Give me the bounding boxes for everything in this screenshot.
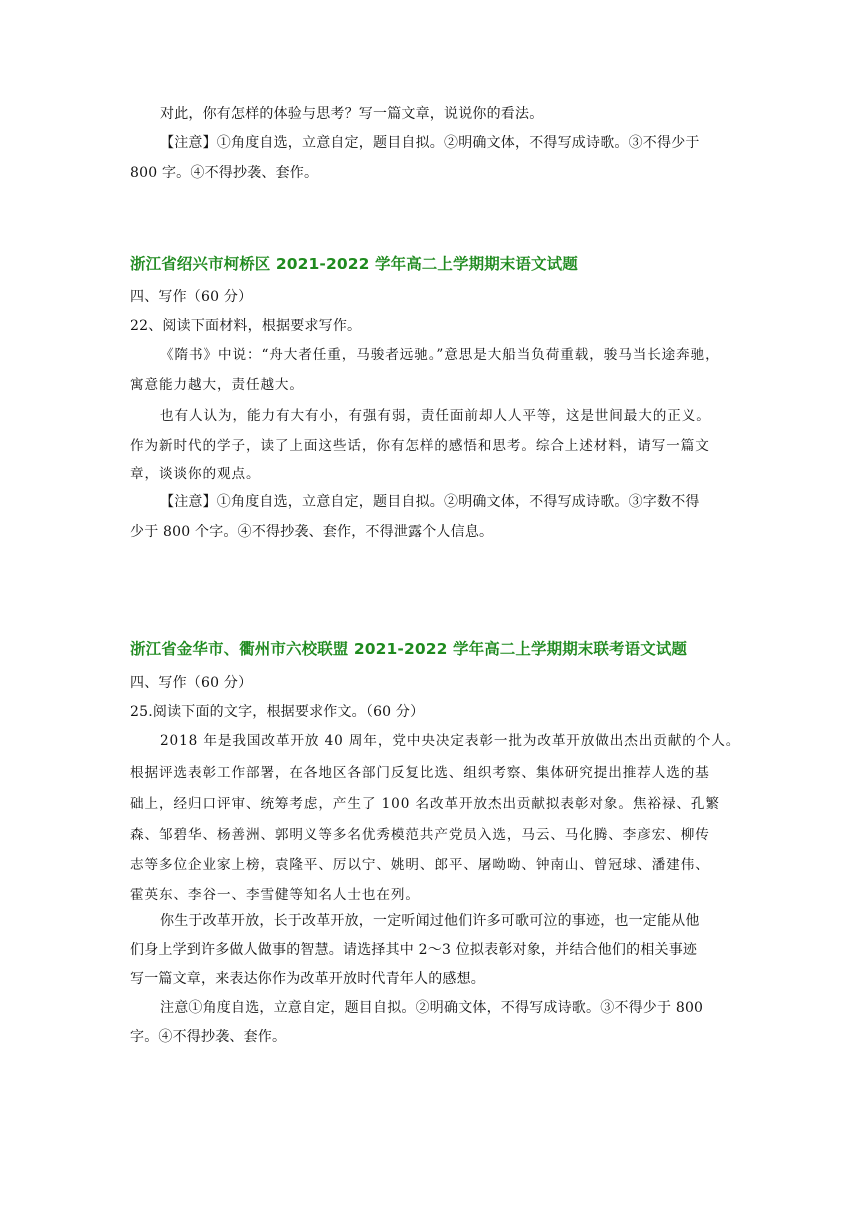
material-line: 寓意能力越大，责任越大。	[130, 377, 304, 393]
material-line: 《隋书》中说：“舟大者任重，马骏者远驰。”意思是大船当负荷重载，骏马当长途奔驰，	[160, 347, 720, 363]
exam-title: 浙江省绍兴市柯桥区 2021-2022 学年高二上学期期末语文试题	[130, 255, 578, 273]
notes-line: 【注意】①角度自选，立意自定，题目自拟。②明确文体，不得写成诗歌。③字数不得	[160, 494, 700, 510]
material-line: 也有人认为，能力有大有小，有强有弱，责任面前却人人平等，这是世间最大的正义。	[160, 408, 711, 424]
section-heading: 四、写作（60 分）	[130, 289, 253, 305]
material-line: 志等多位企业家上榜，袁隆平、厉以宁、姚明、郎平、屠呦呦、钟南山、曾冠球、潘建伟、	[130, 857, 710, 873]
material-line: 础上，经归口评审、统筹考虑，产生了 100 名改革开放杰出贡献拟表彰对象。焦裕禄、孔繁	[130, 796, 720, 812]
notes-line: 少于 800 个字。④不得抄袭、套作，不得泄露个人信息。	[130, 524, 494, 540]
prompt-line: 写一篇文章，来表达你作为改革开放时代青年人的感想。	[130, 971, 485, 987]
material-line: 森、邹碧华、杨善洲、郭明义等多名优秀模范共产党员入选，马云、马化腾、李彦宏、柳传	[130, 827, 710, 843]
prompt-line: 对此，你有怎样的体验与思考？写一篇文章，说说你的看法。	[160, 106, 544, 122]
material-line: 霍英东、李谷一、李雪健等知名人士也在列。	[130, 887, 420, 903]
notes-line: 800 字。④不得抄袭、套作。	[130, 165, 319, 181]
notes-line: 字。④不得抄袭、套作。	[130, 1029, 287, 1045]
notes-line: 注意①角度自选，立意自定，题目自拟。②明确文体，不得写成诗歌。③不得少于 800	[160, 1000, 704, 1016]
exam-title: 浙江省金华市、衢州市六校联盟 2021-2022 学年高二上学期期末联考语文试题	[130, 640, 688, 658]
material-line: 章，谈谈你的观点。	[130, 466, 261, 482]
notes-line: 【注意】①角度自选，立意自定，题目自拟。②明确文体，不得写成诗歌。③不得少于	[160, 135, 700, 151]
prompt-line: 们身上学到许多做人做事的智慧。请选择其中 2～3 位拟表彰对象，并结合他们的相关事迹	[130, 942, 698, 958]
question-stem: 22、阅读下面材料，根据要求写作。	[130, 318, 362, 334]
material-line: 根据评选表彰工作部署，在各地区各部门反复比选、组织考察、集体研究提出推荐人选的基	[130, 765, 710, 781]
section-heading: 四、写作（60 分）	[130, 675, 253, 691]
material-line: 作为新时代的学子，读了上面这些话，你有怎样的感悟和思考。综合上述材料，请写一篇文	[130, 438, 710, 454]
material-line: 2018 年是我国改革开放 40 周年，党中央决定表彰一批为改革开放做出杰出贡献的个人。	[160, 733, 741, 749]
question-stem: 25.阅读下面的文字，根据要求作文。（60 分）	[130, 704, 425, 720]
prompt-line: 你生于改革开放，长于改革开放，一定听闻过他们许多可歌可泣的事迹，也一定能从他	[160, 913, 700, 929]
